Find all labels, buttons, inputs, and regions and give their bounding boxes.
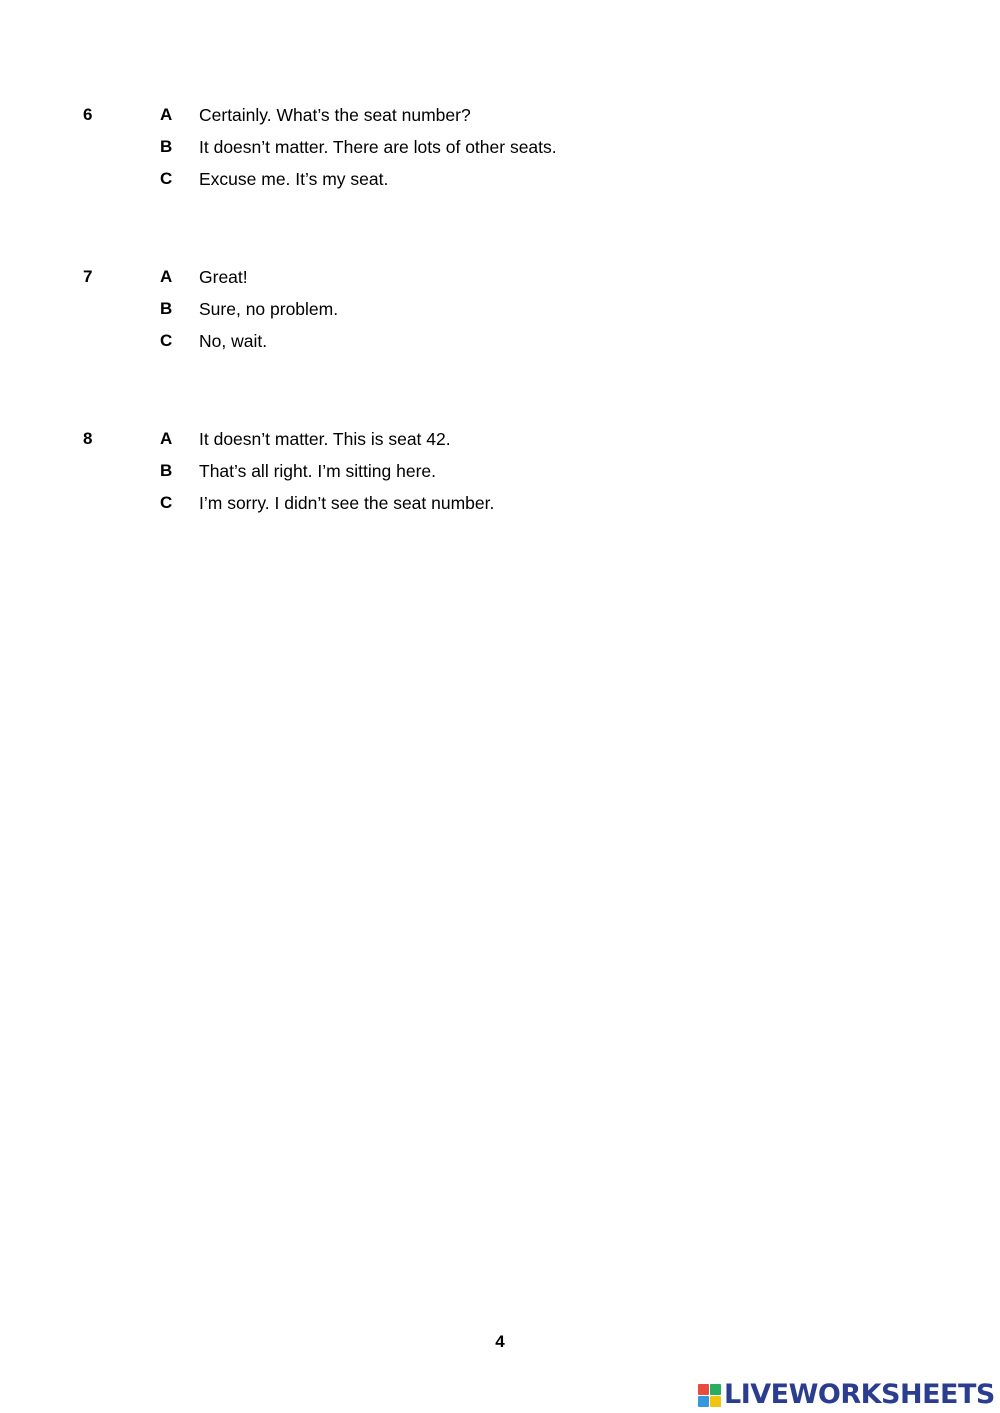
option-text: That’s all right. I’m sitting here. xyxy=(199,461,436,481)
logo-tile xyxy=(710,1384,721,1395)
page-number: 4 xyxy=(495,1332,505,1351)
option-text: Excuse me. It’s my seat. xyxy=(199,169,389,189)
option-text: It doesn’t matter. There are lots of other seats. xyxy=(199,137,557,157)
option-letter: B xyxy=(160,137,173,156)
liveworksheets-brand[interactable] xyxy=(698,1380,995,1410)
option-b[interactable] xyxy=(0,299,1000,321)
option-letter: A xyxy=(160,105,173,124)
question-number: 8 xyxy=(83,429,93,448)
logo-tile xyxy=(698,1384,709,1395)
option-text: It doesn’t matter. This is seat 42. xyxy=(199,429,451,449)
option-c[interactable] xyxy=(0,169,1000,191)
option-a[interactable] xyxy=(0,429,1000,451)
option-text: No, wait. xyxy=(199,331,268,351)
logo-tile xyxy=(710,1396,721,1407)
liveworksheets-logo-icon xyxy=(698,1384,721,1407)
option-text: Great! xyxy=(199,267,248,287)
question-number: 6 xyxy=(83,105,93,124)
option-text: Certainly. What’s the seat number? xyxy=(199,105,471,125)
option-b[interactable] xyxy=(0,461,1000,483)
option-c[interactable] xyxy=(0,331,1000,353)
option-letter: A xyxy=(160,267,173,286)
option-text: Sure, no problem. xyxy=(199,299,339,319)
question-number: 7 xyxy=(83,267,93,286)
option-letter: C xyxy=(160,493,173,512)
option-letter: B xyxy=(160,299,173,318)
option-c[interactable] xyxy=(0,493,1000,515)
option-a[interactable] xyxy=(0,267,1000,289)
option-letter: C xyxy=(160,169,173,188)
option-letter: A xyxy=(160,429,173,448)
logo-tile xyxy=(698,1396,709,1407)
brand-text: LIVEWORKSHEETS xyxy=(724,1379,995,1410)
option-letter: C xyxy=(160,331,173,350)
option-a[interactable] xyxy=(0,105,1000,127)
option-b[interactable] xyxy=(0,137,1000,159)
option-letter: B xyxy=(160,461,173,480)
option-text: I’m sorry. I didn’t see the seat number. xyxy=(199,493,495,513)
